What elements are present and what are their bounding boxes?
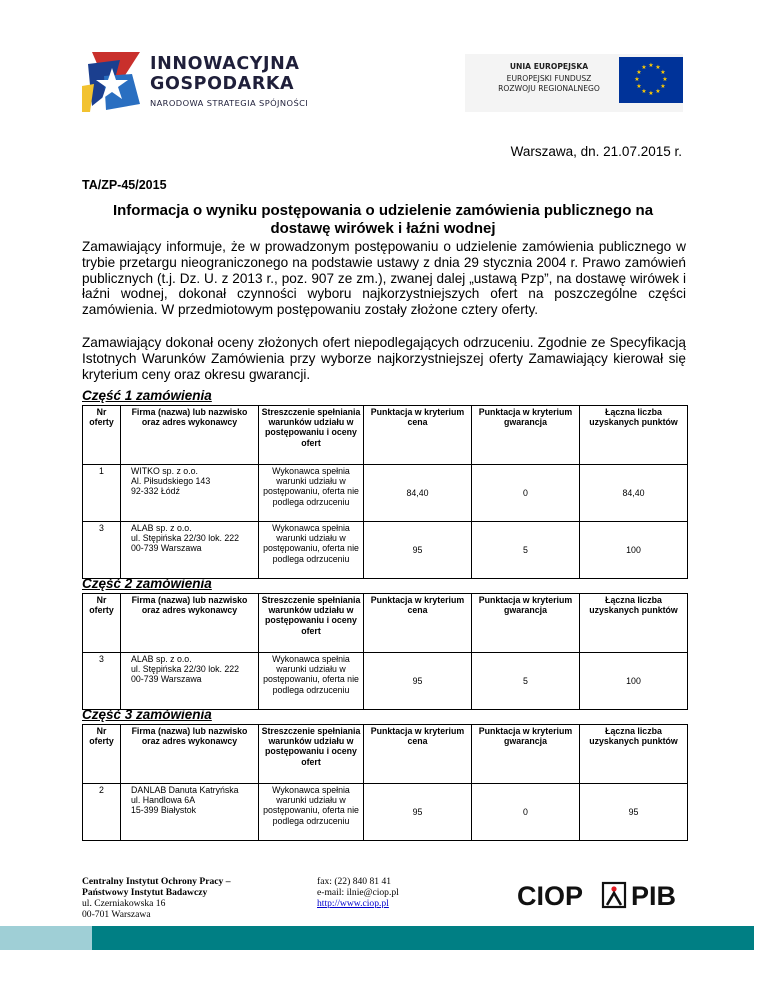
cell-total: 95	[580, 784, 688, 841]
document-title	[82, 202, 684, 238]
svg-text:★: ★	[641, 88, 647, 95]
logo-pib-text: PIB	[631, 881, 677, 910]
col-total: Łączna liczba uzyskanych punktów	[580, 406, 688, 465]
city-date: Warszawa, dn. 21.07.2015 r.	[510, 144, 682, 159]
innowacyjna-gospodarka-logo	[82, 46, 322, 116]
svg-text:★: ★	[636, 83, 642, 90]
col-price: Punktacja w kryterium cena	[364, 406, 472, 465]
eu-logo-line1: UNIA EUROPEJSKA	[509, 62, 589, 71]
table-row	[83, 653, 688, 710]
col-summary: Streszczenie spełniania warunków udziału w postępowaniu i oceny ofert	[259, 725, 364, 784]
address-street: ul. Czerniakowska 16	[82, 898, 166, 909]
table-header-row	[83, 725, 688, 784]
footer-bar-dark	[92, 926, 754, 950]
cell-firm: ALAB sp. z o.o. ul. Stępińska 22/30 lok. 222 00-739 Warszawa	[121, 522, 259, 579]
cell-summary: Wykonawca spełnia warunki udziału w postępowaniu, oferta nie podlega odrzuceniu	[259, 784, 364, 841]
col-firm: Firma (nazwa) lub nazwisko oraz adres wykonawcy	[121, 406, 259, 465]
svg-text:★: ★	[648, 90, 654, 97]
svg-text:★: ★	[662, 76, 668, 83]
col-warranty: Punktacja w kryterium gwarancja	[472, 594, 580, 653]
cell-warranty: 5	[472, 522, 580, 579]
svg-text:★: ★	[660, 69, 666, 76]
col-warranty: Punktacja w kryterium gwarancja	[472, 725, 580, 784]
part-2-table	[82, 593, 688, 710]
cell-summary: Wykonawca spełnia warunki udziału w postępowaniu, oferta nie podlega odrzuceniu	[259, 653, 364, 710]
col-nr: Nr oferty	[83, 406, 121, 465]
reference-number: TA/ZP-45/2015	[82, 178, 167, 192]
contact-info	[317, 876, 399, 909]
cell-nr: 1	[83, 465, 121, 522]
svg-text:★: ★	[636, 69, 642, 76]
svg-text:★: ★	[655, 88, 661, 95]
col-summary: Streszczenie spełniania warunków udziału w postępowaniu i oceny ofert	[259, 406, 364, 465]
eu-logo-line2: EUROPEJSKI FUNDUSZ	[506, 74, 592, 83]
website-link[interactable]: http://www.ciop.pl	[317, 898, 389, 909]
col-price: Punktacja w kryterium cena	[364, 594, 472, 653]
table-row	[83, 522, 688, 579]
logo-title-line1: INNOWACYJNA	[150, 54, 300, 74]
cell-firm: WITKO sp. z o.o. Al. Piłsudskiego 143 92-332 Łódź	[121, 465, 259, 522]
cell-nr: 3	[83, 522, 121, 579]
col-firm: Firma (nazwa) lub nazwisko oraz adres wykonawcy	[121, 594, 259, 653]
table-row	[83, 784, 688, 841]
svg-text:★: ★	[634, 76, 640, 83]
col-firm: Firma (nazwa) lub nazwisko oraz adres wykonawcy	[121, 725, 259, 784]
cell-warranty: 0	[472, 465, 580, 522]
fax-number: fax: (22) 840 81 41	[317, 876, 392, 887]
cell-summary: Wykonawca spełnia warunki udziału w postępowaniu, oferta nie podlega odrzuceniu	[259, 522, 364, 579]
institute-address	[82, 876, 231, 920]
ciop-pib-logo	[517, 880, 687, 910]
eu-flag-icon	[619, 57, 683, 103]
col-summary: Streszczenie spełniania warunków udziału w postępowaniu i oceny ofert	[259, 594, 364, 653]
cell-total: 100	[580, 522, 688, 579]
institute-name-line1: Centralny Instytut Ochrony Pracy –	[82, 876, 231, 887]
logo-title-line2: GOSPODARKA	[150, 74, 295, 94]
col-nr: Nr oferty	[83, 594, 121, 653]
cell-nr: 3	[83, 653, 121, 710]
cell-price: 95	[364, 784, 472, 841]
col-warranty: Punktacja w kryterium gwarancja	[472, 406, 580, 465]
paragraph-intro: Zamawiający informuje, że w prowadzonym postępowaniu o udzielenie zamówienia publicznego w trybie przetargu nieograniczonego na podstawie ustawy z dnia 29 stycznia 2004 r. Prawo zamówień publicznych (t.j. Dz. U. z 2013 r., poz. 907 ze zm.), zwanej dalej „ustawą Pzp”, na dostawę wirówek i łaźni wodnej, dokonał czynności wyboru najkorzystniejszych ofert na poszczególne części zamówienia. W przedmiotowym postępowaniu zostały złożone cztery oferty.	[82, 239, 686, 318]
logo-ciop-text: CIOP	[517, 881, 584, 910]
cell-total: 84,40	[580, 465, 688, 522]
title-line2: dostawę wirówek i łaźni wodnej	[270, 220, 496, 237]
cell-price: 95	[364, 653, 472, 710]
person-icon	[603, 883, 625, 907]
table-row	[83, 465, 688, 522]
star-emblem-icon	[82, 46, 146, 116]
cell-firm: ALAB sp. z o.o. ul. Stępińska 22/30 lok. 222 00-739 Warszawa	[121, 653, 259, 710]
title-line1: Informacja o wyniku postępowania o udzielenie zamówienia publicznego na	[112, 202, 654, 219]
part-2-title: Część 2 zamówienia	[82, 576, 212, 591]
svg-text:★: ★	[655, 64, 661, 71]
cell-price: 95	[364, 522, 472, 579]
svg-text:★: ★	[660, 83, 666, 90]
cell-total: 100	[580, 653, 688, 710]
col-price: Punktacja w kryterium cena	[364, 725, 472, 784]
address-city: 00-701 Warszawa	[82, 909, 151, 920]
eu-fund-logo	[465, 54, 683, 112]
part-1-table	[82, 405, 688, 579]
part-3-table	[82, 724, 688, 841]
col-total: Łączna liczba uzyskanych punktów	[580, 594, 688, 653]
cell-summary: Wykonawca spełnia warunki udziału w postępowaniu, oferta nie podlega odrzuceniu	[259, 465, 364, 522]
svg-text:★: ★	[641, 64, 647, 71]
email-address: e-mail: ilnie@ciop.pl	[317, 887, 399, 898]
svg-text:★: ★	[648, 62, 654, 69]
paragraph-evaluation: Zamawiający dokonał oceny złożonych ofert niepodlegających odrzuceniu. Zgodnie ze Specyfikacją Istotnych Warunków Zamówienia przy wyborze najkorzystniejszej oferty Zamawiający kierował się kryterium ceny oraz okresu gwarancji.	[82, 335, 686, 382]
table-header-row	[83, 594, 688, 653]
part-1-title: Część 1 zamówienia	[82, 388, 212, 403]
col-total: Łączna liczba uzyskanych punktów	[580, 725, 688, 784]
part-3-title: Część 3 zamówienia	[82, 707, 212, 722]
cell-warranty: 5	[472, 653, 580, 710]
col-nr: Nr oferty	[83, 725, 121, 784]
cell-price: 84,40	[364, 465, 472, 522]
table-header-row	[83, 406, 688, 465]
cell-warranty: 0	[472, 784, 580, 841]
institute-name-line2: Państwowy Instytut Badawczy	[82, 887, 208, 898]
cell-nr: 2	[83, 784, 121, 841]
eu-logo-line3: ROZWOJU REGIONALNEGO	[498, 84, 600, 93]
cell-firm: DANLAB Danuta Katryńska ul. Handlowa 6A 15-399 Białystok	[121, 784, 259, 841]
logo-subtitle: NARODOWA STRATEGIA SPÓJNOŚCI	[150, 98, 309, 108]
footer-bar-light	[0, 926, 92, 950]
